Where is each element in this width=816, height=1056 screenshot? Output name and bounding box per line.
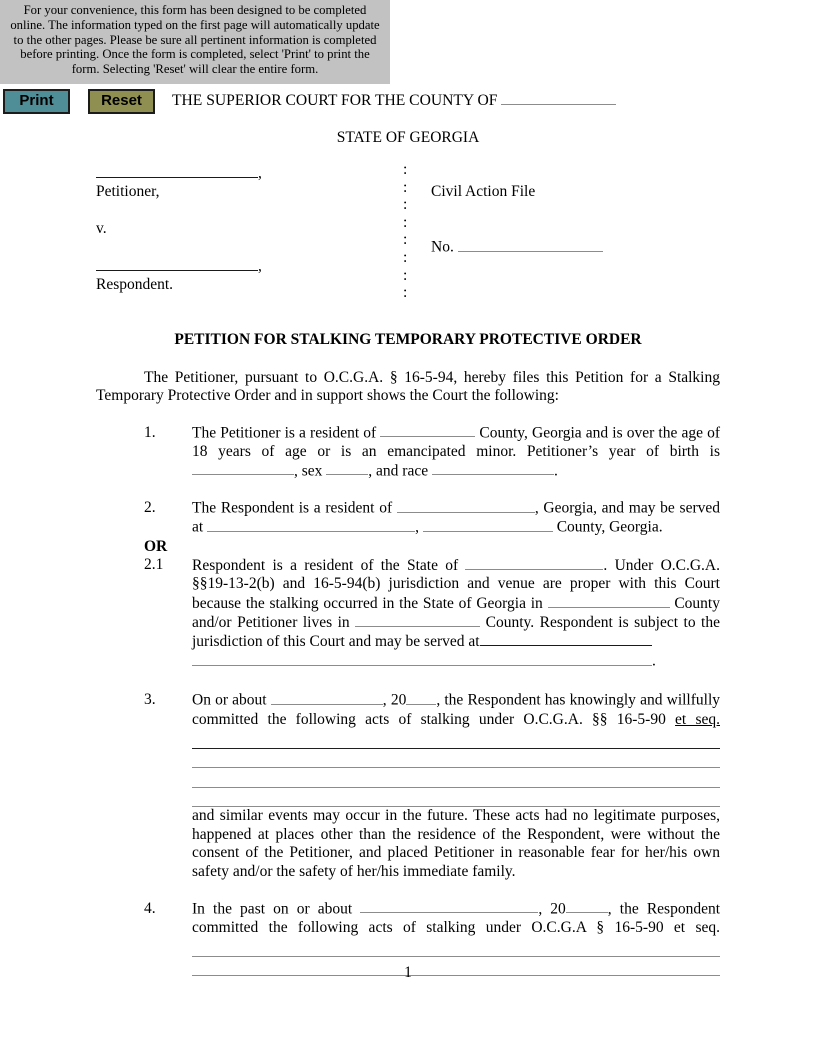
item-number: 4. bbox=[144, 899, 156, 917]
text-run: , the Respondent has knowingly and willfully committed the following acts of stalking under O.C.G.A. §§ 16-5-90 bbox=[192, 691, 721, 728]
item-3 bbox=[96, 691, 720, 881]
intro-paragraph: The Petitioner, pursuant to O.C.G.A. § 16-5-94, hereby files this Petition for a Stalking Temporary Protective Order and in support shows the Court the following: bbox=[96, 368, 720, 405]
case-caption bbox=[0, 161, 816, 302]
text-run: . bbox=[652, 652, 656, 670]
county-of-field[interactable] bbox=[501, 91, 616, 105]
text-run: , Georgia, and may be served at bbox=[192, 499, 720, 536]
text-run: , bbox=[258, 257, 262, 275]
stalking-year-field[interactable] bbox=[406, 691, 436, 705]
item-text bbox=[192, 556, 720, 671]
text-run: , bbox=[415, 518, 423, 536]
item-1 bbox=[96, 424, 720, 481]
answer-line[interactable] bbox=[192, 937, 720, 957]
service-county-field[interactable] bbox=[423, 518, 553, 532]
year-of-birth-field[interactable] bbox=[192, 462, 294, 476]
item-number: 3. bbox=[144, 691, 156, 709]
sex-field[interactable] bbox=[326, 462, 368, 476]
item-text bbox=[192, 499, 720, 538]
text-run: . Under O.C.G.A. §§19-13-2(b) and 16-5-94(b) jurisdiction and venue are proper with this Court because the stalking occurred in the State of Georgia in bbox=[192, 556, 720, 612]
text-run: , and race bbox=[368, 462, 432, 480]
or-label: OR bbox=[144, 537, 168, 555]
respondent-state-field[interactable] bbox=[465, 556, 603, 570]
text-run: , 20 bbox=[538, 900, 566, 918]
past-date-field[interactable] bbox=[360, 900, 538, 914]
case-number-field[interactable] bbox=[458, 238, 603, 252]
print-button[interactable]: Print bbox=[3, 89, 70, 114]
text-run: No. bbox=[431, 239, 458, 257]
text-run: Respondent is a resident of the State of bbox=[192, 556, 466, 574]
race-field[interactable] bbox=[432, 462, 554, 476]
versus-label: v. bbox=[96, 219, 107, 237]
petitioner-name-row bbox=[96, 164, 262, 183]
item-text bbox=[192, 691, 720, 881]
stalking-county-field[interactable] bbox=[548, 594, 670, 608]
text-run: County. Respondent is subject to the jurisdiction of this Court and may be served at bbox=[192, 614, 720, 651]
service-address-field-2[interactable] bbox=[480, 633, 652, 647]
answer-line[interactable] bbox=[192, 749, 720, 769]
item-2-1 bbox=[96, 556, 720, 671]
caption-parties bbox=[96, 164, 262, 294]
text-run: The Respondent is a resident of bbox=[192, 499, 397, 517]
respondent-name-row bbox=[96, 257, 262, 276]
item-number: 2. bbox=[144, 498, 156, 516]
petitioner-name-field[interactable] bbox=[96, 164, 258, 178]
page-number: 1 bbox=[404, 964, 412, 981]
text-run: In the past on or about bbox=[192, 900, 361, 918]
service-address-row bbox=[192, 652, 720, 671]
court-heading bbox=[172, 91, 616, 110]
form-body bbox=[96, 331, 720, 976]
text-run: , sex bbox=[294, 462, 327, 480]
item-3-continuation: and similar events may occur in the future. These acts had no legitimate purposes, happened at places other than the residence of the Respondent, were without the consent of the Petitioner, and placed Petitioner in reasonable fear for her/his own safety and/or the safety of her/his immediate family. bbox=[192, 807, 720, 880]
answer-line[interactable] bbox=[192, 768, 720, 788]
online-form-notice: For your convenience, this form has been designed to be completed online. The information typed on the first page will automatically update to the other pages. Please be sure all pertinent information is completed before printing. Once the form is completed, select 'Print' to print the form. Selecting 'Reset' will clear the entire form. bbox=[0, 0, 390, 84]
answer-line[interactable] bbox=[192, 729, 720, 749]
civil-action-file-label: Civil Action File bbox=[431, 182, 536, 200]
petitioner-lives-county-field[interactable] bbox=[355, 613, 480, 627]
text-run: , 20 bbox=[382, 691, 407, 709]
text-run: On or about bbox=[192, 691, 271, 709]
service-address-line-2[interactable] bbox=[192, 652, 652, 666]
service-address-field[interactable] bbox=[207, 518, 415, 532]
state-heading: STATE OF GEORGIA bbox=[336, 129, 480, 146]
text-run: , the Respondent committed the following acts of stalking under O.C.G.A § 16-5-90 et seq. bbox=[192, 900, 721, 936]
stalking-date-field[interactable] bbox=[271, 691, 383, 705]
text-run: et seq. bbox=[675, 710, 720, 728]
petitioner-county-field[interactable] bbox=[380, 424, 475, 438]
item-number: 1. bbox=[144, 423, 156, 441]
reset-button[interactable]: Reset bbox=[88, 89, 155, 114]
item-text bbox=[192, 424, 720, 481]
text-run: County, Georgia. bbox=[552, 518, 663, 536]
text-run: . bbox=[553, 462, 558, 480]
respondent-city-field[interactable] bbox=[397, 499, 535, 513]
case-number-row bbox=[431, 238, 603, 257]
past-year-field[interactable] bbox=[566, 900, 608, 914]
respondent-label: Respondent. bbox=[96, 275, 174, 293]
text-run: THE SUPERIOR COURT FOR THE COUNTY OF bbox=[172, 91, 502, 109]
caption-divider: : : : : : : : : bbox=[403, 161, 408, 302]
item-2 bbox=[96, 499, 720, 538]
text-run: County, Georgia and is over the age of 18 years of age or is an emancipated minor. Petitioner’s year of birth is bbox=[192, 424, 720, 461]
text-run: County and/or Petitioner lives in bbox=[192, 594, 720, 632]
respondent-name-field[interactable] bbox=[96, 257, 258, 271]
item-number: 2.1 bbox=[144, 556, 164, 574]
answer-line[interactable] bbox=[192, 788, 720, 808]
text-run: The Petitioner is a resident of bbox=[192, 424, 381, 442]
form-title: PETITION FOR STALKING TEMPORARY PROTECTIVE ORDER bbox=[174, 331, 642, 348]
petitioner-label: Petitioner, bbox=[96, 182, 160, 200]
caption-case-info bbox=[431, 164, 603, 257]
text-run: , bbox=[258, 164, 262, 182]
